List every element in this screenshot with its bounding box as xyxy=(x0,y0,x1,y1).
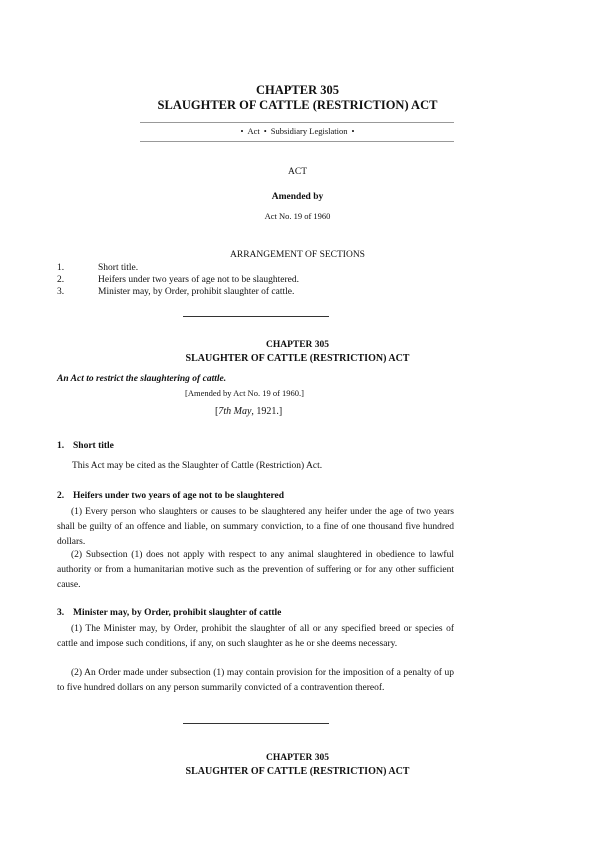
footer-chapter-heading: CHAPTER 305 xyxy=(265,753,330,763)
nav-bullet: • xyxy=(240,126,244,136)
nav-bullet: • xyxy=(351,126,355,136)
toc-item-label[interactable]: Heifers under two years of age not to be slaughtered. xyxy=(98,275,300,285)
section-paragraph: This Act may be cited as the Slaughter of Cattle (Restriction) Act. xyxy=(72,461,323,471)
commencement-date: [7th May, 1921.] xyxy=(215,406,283,417)
act-label: ACT xyxy=(288,167,307,177)
toc-item-label[interactable]: Short title. xyxy=(98,263,139,273)
section-paragraph: (2) Subsection (1) does not apply with respect to any animal slaughtered in obedience to lawful authority or from a humanitarian motive such as the prevention of suffering or for any other sufficient cause. xyxy=(57,550,454,590)
section-separator xyxy=(183,723,329,724)
divider-nav-bottom xyxy=(140,141,454,142)
toc-item-number: 3. xyxy=(57,287,65,297)
act-title: SLAUGHTER OF CATTLE (RESTRICTION) ACT xyxy=(157,98,438,112)
amendment-note: [Amended by Act No. 19 of 1960.] xyxy=(185,388,304,398)
section-paragraph: (2) An Order made under subsection (1) may contain provision for the imposition of a penalty of up to five hundred dollars on any person summarily convicted of a contravention thereof. xyxy=(57,668,454,693)
nav-act-link[interactable]: Act xyxy=(247,126,260,136)
amended-by-act: Act No. 19 of 1960 xyxy=(264,211,331,221)
body-chapter-heading: CHAPTER 305 xyxy=(265,340,330,350)
toc-item-number: 2. xyxy=(57,275,65,285)
nav-bullet: • xyxy=(263,126,267,136)
footer-act-title: SLAUGHTER OF CATTLE (RESTRICTION) ACT xyxy=(185,766,410,777)
arrangement-title: ARRANGEMENT OF SECTIONS xyxy=(230,250,365,260)
section-paragraph: (1) Every person who slaughters or causes to be slaughtered any heifer under the age of two years shall be guilty of an offence and liable, on summary conviction, to a fine of one thousand five hundred dollars. xyxy=(57,507,454,547)
toc-item-label[interactable]: Minister may, by Order, prohibit slaughter of cattle. xyxy=(98,287,295,297)
long-title: An Act to restrict the slaughtering of cattle. xyxy=(57,374,227,384)
section-separator xyxy=(183,316,329,317)
act-navigation xyxy=(0,126,595,137)
section-heading: 1. Short title xyxy=(57,441,114,451)
chapter-heading: CHAPTER 305 xyxy=(256,83,339,97)
nav-subsidiary-link[interactable]: Subsidiary Legislation xyxy=(270,126,348,136)
section-paragraph: (1) The Minister may, by Order, prohibit the slaughter of all or any specified breed or species of cattle and impose such conditions, if any, on such slaughter as he or she deems necessary. xyxy=(57,624,454,649)
section-heading: 3. Minister may, by Order, prohibit slaughter of cattle xyxy=(57,608,282,618)
body-act-title: SLAUGHTER OF CATTLE (RESTRICTION) ACT xyxy=(185,353,410,364)
toc-item-number: 1. xyxy=(57,263,65,273)
divider-top xyxy=(140,122,454,123)
amended-by-label: Amended by xyxy=(271,192,324,202)
section-heading: 2. Heifers under two years of age not to be slaughtered xyxy=(57,491,284,501)
